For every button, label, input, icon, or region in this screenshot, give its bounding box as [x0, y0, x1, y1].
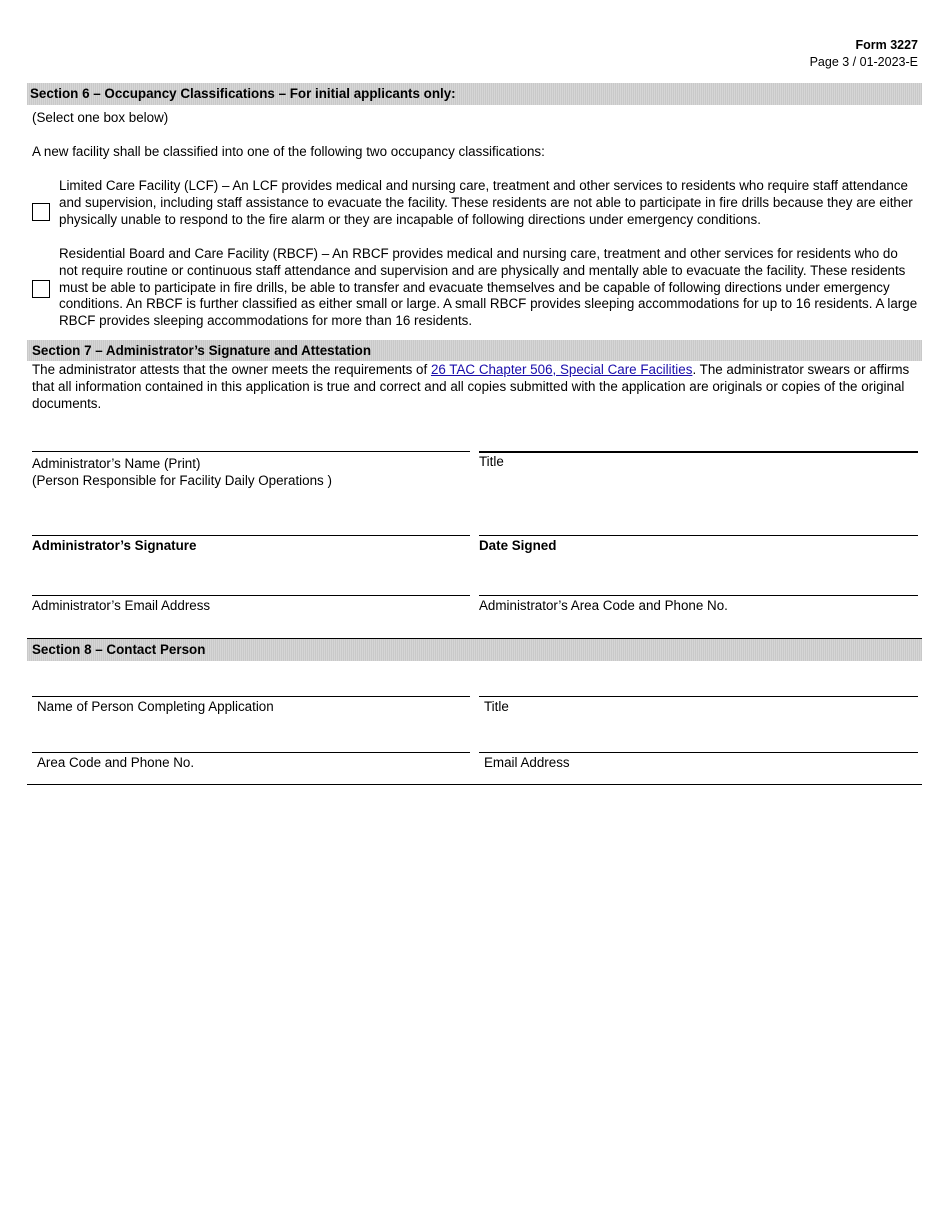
admin-phone-line[interactable]	[479, 595, 918, 596]
attestation-text	[32, 362, 920, 412]
admin-phone-label: Administrator’s Area Code and Phone No.	[479, 598, 728, 613]
rbcf-checkbox[interactable]	[32, 280, 50, 298]
section-7-header: Section 7 – Administrator’s Signature and Attestation	[27, 340, 922, 361]
attestation-text-start: The administrator attests that the owner meets the requirements of	[32, 362, 431, 377]
section-6-header: Section 6 – Occupancy Classifications – For initial applicants only:	[27, 83, 922, 105]
attestation-text-end: . The administrator swears or affirms that all information contained in this application is true and correct and all copies submitted with the application are originals or copies of the original documents.	[32, 362, 910, 411]
contact-name-label: Name of Person Completing Application	[37, 699, 274, 714]
form-number: Form 3227	[855, 38, 918, 52]
contact-email-line[interactable]	[479, 752, 918, 753]
admin-name-line[interactable]	[32, 451, 470, 452]
section-6-intro: A new facility shall be classified into one of the following two occupancy classifications:	[32, 144, 545, 159]
admin-signature-label: Administrator’s Signature	[32, 538, 197, 553]
admin-name-label: Administrator’s Name (Print)	[32, 456, 201, 471]
admin-title-label: Title	[479, 454, 504, 469]
lcf-description: Limited Care Facility (LCF) – An LCF provides medical and nursing care, treatment and other services to residents who require staff attendance and supervision, including staff assistance to evacuate the facility. These residents are not able to participate in fire drills because they are either physically unable to respond to the fire alarm or they are incapable of following directions under emergency conditions.	[59, 178, 913, 227]
admin-email-line[interactable]	[32, 595, 470, 596]
contact-title-line[interactable]	[479, 696, 918, 697]
section-8-header: Section 8 – Contact Person	[27, 639, 922, 661]
page-info: Page 3 / 01-2023-E	[809, 55, 918, 69]
contact-phone-label: Area Code and Phone No.	[37, 755, 195, 770]
section-6-instruction: (Select one box below)	[32, 110, 169, 125]
admin-signature-line[interactable]	[32, 535, 470, 536]
rbcf-description: Residential Board and Care Facility (RBCF) – An RBCF provides medical and nursing care, treatment and other services for residents who do not require routine or continuous staff attendance and supervision and are physically and mentally able to evacuate the facility. These residents must be able to participate in fire drills, be able to transfer and evacuate themselves and be capable of following directions under emergency conditions. An RBCF is further classified as either small or large. A small RBCF provides sleeping accommodations for up to 16 residents. A large RBCF provides sleeping accommodations for more than 16 residents.	[59, 246, 918, 329]
admin-email-label: Administrator’s Email Address	[32, 598, 211, 613]
admin-name-sublabel: (Person Responsible for Facility Daily Operations )	[32, 473, 332, 488]
lcf-checkbox[interactable]	[32, 203, 50, 221]
contact-email-label: Email Address	[484, 755, 570, 770]
contact-title-label: Title	[484, 699, 509, 714]
section-8-bottom-rule	[27, 784, 922, 785]
date-signed-line[interactable]	[479, 535, 918, 536]
date-signed-label: Date Signed	[479, 538, 557, 553]
tac-chapter-506-link[interactable]: 26 TAC Chapter 506, Special Care Facilities	[430, 362, 693, 377]
admin-title-line[interactable]	[479, 451, 918, 453]
contact-name-line[interactable]	[32, 696, 470, 697]
contact-phone-line[interactable]	[32, 752, 470, 753]
